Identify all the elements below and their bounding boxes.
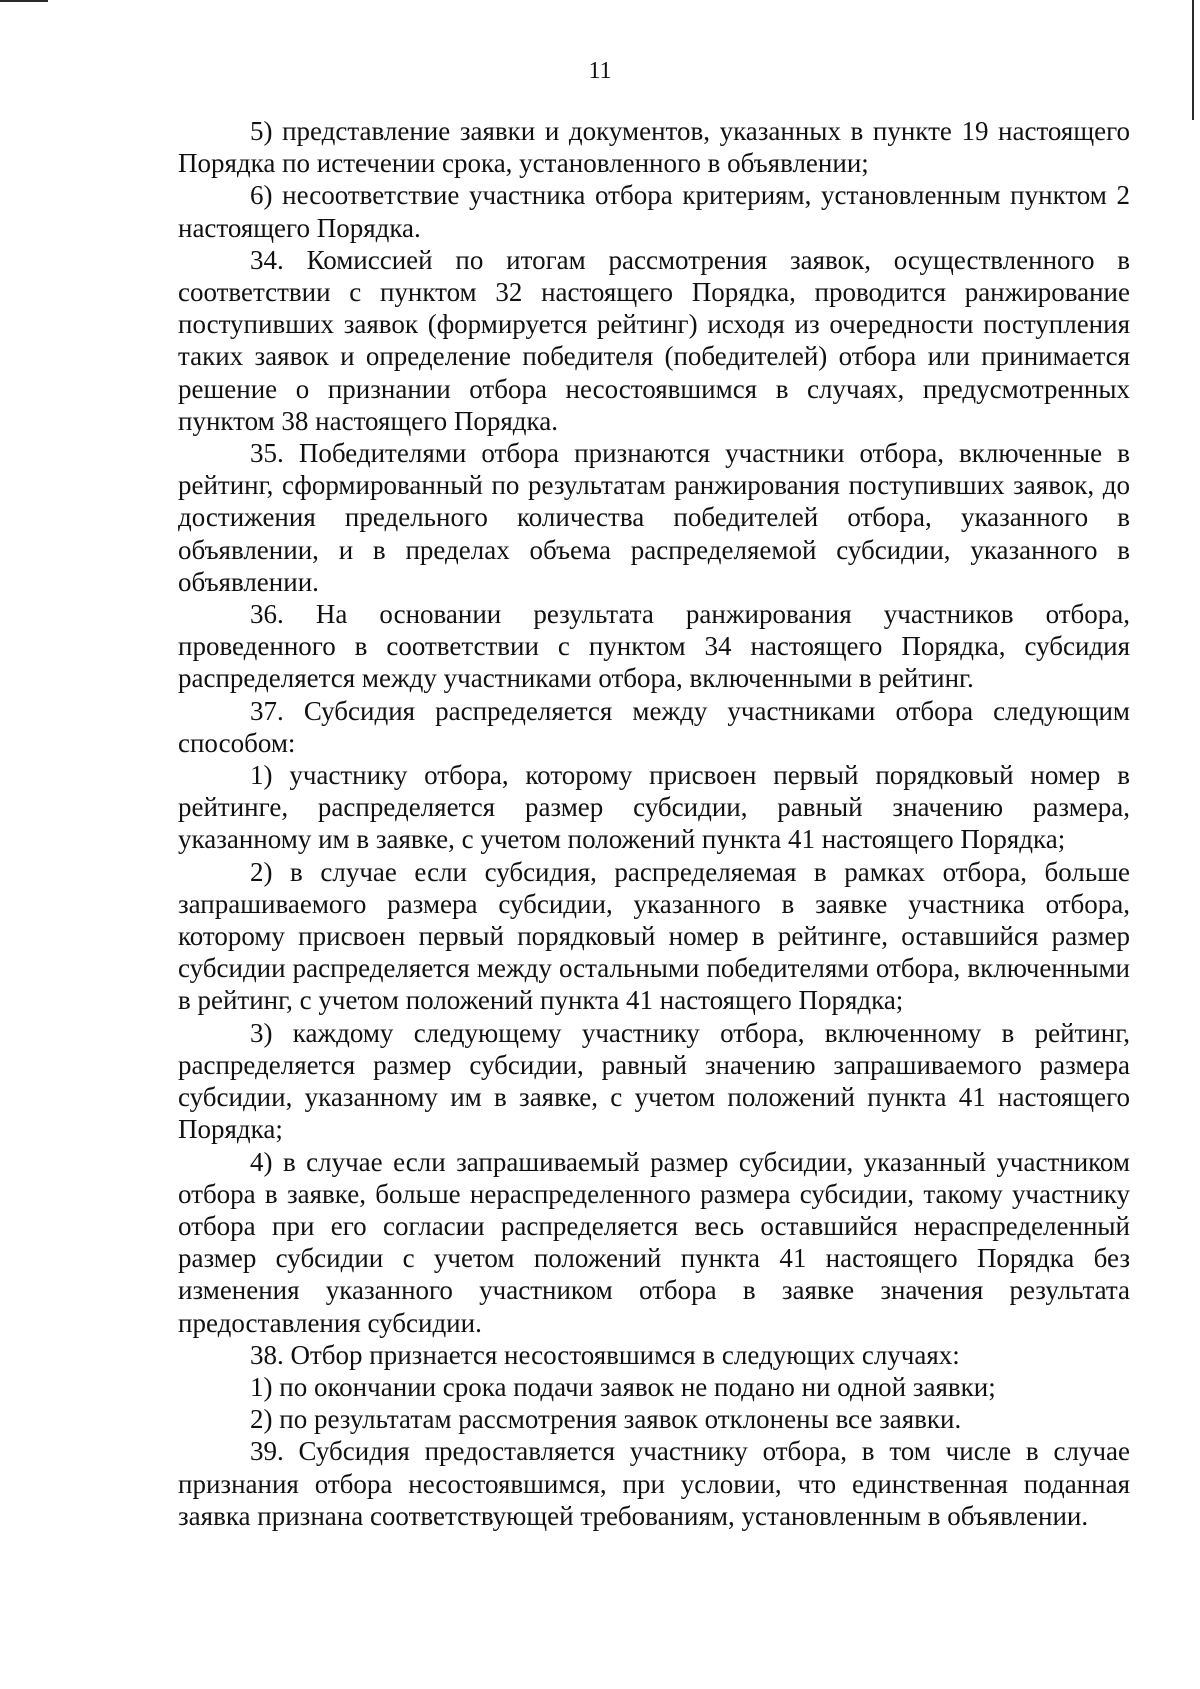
paragraph-37-item-4: 4) в случае если запрашиваемый размер субсидии, указанный участником отбора в заявке, больше нераспределенного размера субсидии, такому участнику отбора при его согласии распределяется весь оставшийся нераспределенный размер субсидии с учетом положений пункта 41 настоящего Порядка без изменения указанного участником отбора в заявке значения результата предоставления субсидии. bbox=[178, 1146, 1130, 1338]
paragraph-34: 34. Комиссией по итогам рассмотрения заявок, осуществленного в соответствии с пунктом 32 настоящего Порядка, проводится ранжирование поступивших заявок (формируется рейтинг) исходя из очередности поступления таких заявок и определение победителя (победителей) отбора или принимается решение о признании отбора несостоявшимся в случаях, предусмотренных пунктом 38 настоящего Порядка. bbox=[178, 244, 1130, 436]
paragraph-35: 35. Победителями отбора признаются участники отбора, включенные в рейтинг, сформированный по результатам ранжирования поступивших заявок, до достижения предельного количества победителей отбора, указанного в объявлении, и в пределах объема распределяемой субсидии, указанного в объявлении. bbox=[178, 438, 1130, 597]
page-number: 11 bbox=[588, 58, 612, 84]
paragraph-38-item-1: 1) по окончании срока подачи заявок не подано ни одной заявки; bbox=[250, 1371, 996, 1402]
paragraph-item-6: 6) несоответствие участника отбора критериям, установленным пунктом 2 настоящего Порядка. bbox=[178, 180, 1130, 243]
paragraph-38-item-2: 2) по результатам рассмотрения заявок отклонены все заявки. bbox=[250, 1404, 962, 1435]
scan-edge-mark bbox=[0, 0, 48, 2]
paragraph-37: 37. Субсидия распределяется между участниками отбора следующим способом: bbox=[178, 695, 1130, 758]
paragraph-39: 39. Субсидия предоставляется участнику отбора, в том числе в случае признания отбора несостоявшимся, при условии, что единственная поданная заявка признана соответствующей требованиям, установленным в объявлении. bbox=[178, 1436, 1130, 1531]
document-body bbox=[178, 115, 1130, 1532]
paragraph-item-5: 5) представление заявки и документов, указанных в пункте 19 настоящего Порядка по истечении срока, установленного в объявлении; bbox=[178, 116, 1130, 179]
paragraph-38: 38. Отбор признается несостоявшимся в следующих случаях: bbox=[250, 1339, 960, 1370]
paragraph-36: 36. На основании результата ранжирования участников отбора, проведенного в соответствии с пунктом 34 настоящего Порядка, субсидия распределяется между участниками отбора, включенными в рейтинг. bbox=[178, 599, 1130, 694]
paragraph-37-item-1: 1) участнику отбора, которому присвоен первый порядковый номер в рейтинге, распределяется размер субсидии, равный значению размера, указанному им в заявке, с учетом положений пункта 41 настоящего Порядка; bbox=[178, 760, 1130, 855]
paragraph-37-item-3: 3) каждому следующему участнику отбора, включенному в рейтинг, распределяется размер субсидии, равный значению запрашиваемого размера субсидии, указанному им в заявке, с учетом положений пункта 41 настоящего Порядка; bbox=[178, 1017, 1130, 1145]
paragraph-37-item-2: 2) в случае если субсидия, распределяемая в рамках отбора, больше запрашиваемого размера субсидии, указанного в заявке участника отбора, которому присвоен первый порядковый номер в рейтинге, оставшийся размер субсидии распределяется между остальными победителями отбора, включенными в рейтинг, с учетом положений пункта 41 настоящего Порядка; bbox=[178, 856, 1130, 1016]
